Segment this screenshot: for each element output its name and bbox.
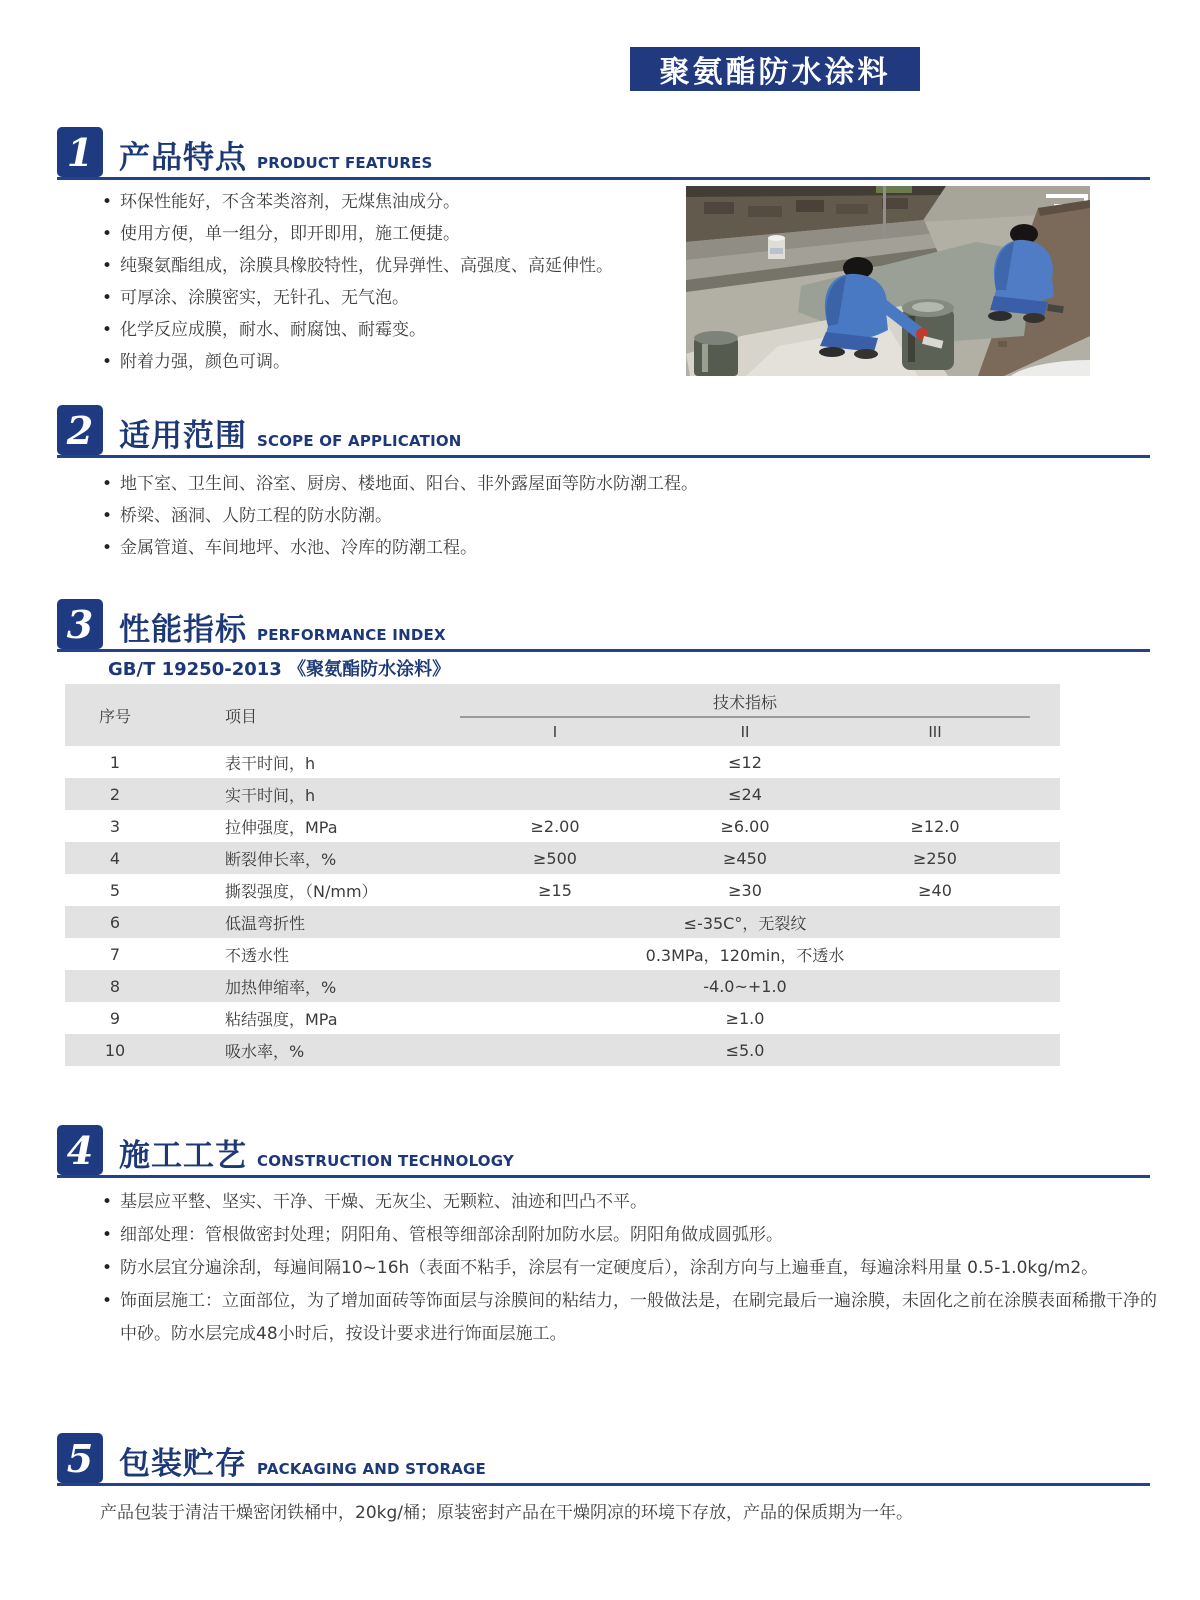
- section3-title: 性能指标: [119, 612, 247, 648]
- bullet-text: 防水层宜分遍涂刮，每遍间隔10~16h（表面不粘手，涂层有一定硬度后），涂刮方向与上遍垂直，每遍涂料用量 0.5-1.0kg/m2。: [120, 1258, 1099, 1278]
- section3-subtitle: PERFORMANCE INDEX: [257, 626, 446, 644]
- cell-value-III: ≥40: [918, 880, 952, 900]
- col-header-III: III: [928, 723, 942, 741]
- section2-subtitle: SCOPE OF APPLICATION: [257, 432, 462, 450]
- table-row: [65, 810, 1060, 842]
- cell-value-span: ≥1.0: [725, 1008, 765, 1028]
- bullet-text: 基层应平整、坚实、干净、干燥、无灰尘、无颗粒、油迹和凹凸不平。: [120, 1192, 647, 1212]
- bullet-text: 桥梁、涵洞、人防工程的防水防潮。: [120, 506, 392, 526]
- section4-header: [57, 1124, 1150, 1178]
- construction-list: [100, 1186, 1158, 1351]
- cell-item: 表干时间，h: [225, 753, 316, 773]
- packaging-text: 产品包装于清洁干燥密闭铁桶中，20kg/桶；原装密封产品在干燥阴凉的环境下存放，产品的保质期为一年。: [100, 1503, 913, 1523]
- bullet-dot: •: [102, 1291, 113, 1311]
- bullet-text: 可厚涂、涂膜密实，无针孔、无气泡。: [120, 288, 409, 308]
- bullet-item: [100, 346, 685, 378]
- section1-number: 1: [57, 127, 103, 177]
- bullet-item: [100, 1219, 1158, 1252]
- photo-pole: [883, 186, 886, 238]
- bullet-item: [100, 468, 1150, 500]
- bullet-dot: •: [102, 506, 113, 526]
- cell-value-span: ≤-35C°，无裂纹: [683, 913, 807, 933]
- performance-table-body: [65, 746, 1060, 1066]
- bullet-dot: •: [102, 1225, 113, 1245]
- col-header-tech: 技术指标: [460, 684, 1030, 718]
- cell-item: 实干时间，h: [225, 785, 316, 805]
- table-row: [65, 906, 1060, 938]
- bullet-text: 地下室、卫生间、浴室、厨房、楼地面、阳台、非外露屋面等防水防潮工程。: [120, 474, 698, 494]
- bullet-text: 环保性能好，不含苯类溶剂，无煤焦油成分。: [120, 192, 460, 212]
- cell-item: 撕裂强度，（N/mm）: [225, 881, 378, 901]
- section1-title: 产品特点: [119, 140, 247, 176]
- performance-table-header: [65, 684, 1060, 746]
- bullet-item: [100, 250, 685, 282]
- cell-value-span: ≤24: [728, 784, 762, 804]
- col-header-I: I: [552, 723, 558, 741]
- section3-number: 3: [57, 599, 103, 649]
- cell-value-III: ≥12.0: [910, 816, 960, 836]
- table-row: [65, 1034, 1060, 1066]
- bullet-dot: •: [102, 1258, 113, 1278]
- section3-header: [57, 598, 1150, 652]
- cell-no: 3: [109, 816, 121, 836]
- section4-title: 施工工艺: [119, 1138, 247, 1174]
- section2-title: 适用范围: [119, 418, 247, 454]
- bullet-item: [100, 1186, 1158, 1219]
- table-row: [65, 778, 1060, 810]
- scope-list: [100, 468, 1150, 564]
- cell-item: 吸水率，%: [225, 1041, 305, 1061]
- photo-barrel-left: [694, 331, 738, 376]
- section2-number: 2: [57, 405, 103, 455]
- section1-header: [57, 126, 1150, 180]
- bullet-dot: •: [102, 352, 113, 372]
- bullet-item: [100, 314, 685, 346]
- bullet-dot: •: [102, 192, 113, 212]
- cell-no: 10: [104, 1040, 126, 1060]
- table-row: [65, 970, 1060, 1002]
- bullet-item: [100, 1252, 1158, 1285]
- cell-item: 不透水性: [225, 945, 290, 965]
- bullet-dot: •: [102, 474, 113, 494]
- cell-no: 9: [109, 1008, 121, 1028]
- bullet-dot: •: [102, 288, 113, 308]
- cell-value-II: ≥6.00: [720, 816, 770, 836]
- bullet-dot: •: [102, 538, 113, 558]
- bullet-text: 饰面层施工：立面部位，为了增加面砖等饰面层与涂膜间的粘结力，一般做法是，在刷完最后一遍涂膜，未固化之前在涂膜表面稀撒干净的中砂。防水层完成48小时后，按设计要求进行饰面层施工。: [120, 1291, 1157, 1344]
- table-row: [65, 938, 1060, 970]
- performance-table: [65, 684, 1060, 1066]
- cell-value-span: 0.3MPa，120min，不透水: [645, 945, 845, 965]
- product-photo: [686, 186, 1090, 376]
- table-row: [65, 1002, 1060, 1034]
- cell-no: 2: [109, 784, 121, 804]
- bullet-item: [100, 1285, 1158, 1351]
- bullet-item: [100, 218, 685, 250]
- table-row: [65, 874, 1060, 906]
- section5-header: [57, 1432, 1150, 1486]
- cell-value-I: ≥15: [538, 880, 572, 900]
- cell-no: 4: [109, 848, 121, 868]
- cell-item: 加热伸缩率，%: [225, 977, 337, 997]
- cell-value-I: ≥2.00: [530, 816, 580, 836]
- section4-subtitle: CONSTRUCTION TECHNOLOGY: [257, 1152, 514, 1170]
- product-features-list: [100, 186, 685, 378]
- cell-value-span: ≤12: [728, 752, 762, 772]
- bullet-dot: •: [102, 224, 113, 244]
- cell-no: 5: [109, 880, 121, 900]
- bullet-text: 附着力强，颜色可调。: [120, 352, 290, 372]
- bullet-dot: •: [102, 320, 113, 340]
- cell-no: 7: [109, 944, 121, 964]
- cell-no: 8: [109, 976, 121, 996]
- bullet-item: [100, 532, 1150, 564]
- section5-number: 5: [57, 1433, 103, 1483]
- cell-value-III: ≥250: [913, 848, 957, 868]
- col-header-II: II: [740, 723, 750, 741]
- section1-subtitle: PRODUCT FEATURES: [257, 154, 433, 172]
- table-row: [65, 746, 1060, 778]
- page-title: 聚氨酯防水涂料: [630, 47, 920, 91]
- bullet-text: 细部处理：管根做密封处理；阴阳角、管根等细部涂刮附加防水层。阴阳角做成圆弧形。: [120, 1225, 783, 1245]
- col-header-item: 项目: [225, 706, 258, 726]
- cell-item: 断裂伸长率，%: [225, 849, 337, 869]
- standard-reference: GB/T 19250-2013 《聚氨酯防水涂料》: [108, 659, 451, 680]
- section4-number: 4: [57, 1125, 103, 1175]
- cell-item: 拉伸强度，MPa: [225, 817, 338, 837]
- cell-value-II: ≥450: [723, 848, 767, 868]
- cell-value-span: -4.0~+1.0: [703, 976, 787, 996]
- section5-title: 包装贮存: [119, 1446, 247, 1482]
- bullet-text: 纯聚氨酯组成，涂膜具橡胶特性，优异弹性、高强度、高延伸性。: [120, 256, 613, 276]
- bullet-text: 化学反应成膜，耐水、耐腐蚀、耐霉变。: [120, 320, 426, 340]
- col-header-no: 序号: [98, 706, 131, 726]
- cell-value-span: ≤5.0: [725, 1040, 765, 1060]
- photo-barrel-center: [902, 299, 954, 370]
- cell-item: 低温弯折性: [225, 913, 306, 933]
- cell-value-II: ≥30: [728, 880, 762, 900]
- bullet-dot: •: [102, 1192, 113, 1212]
- cell-item: 粘结强度，MPa: [225, 1009, 338, 1029]
- cell-value-I: ≥500: [533, 848, 577, 868]
- bullet-dot: •: [102, 256, 113, 276]
- table-row: [65, 842, 1060, 874]
- bullet-item: [100, 500, 1150, 532]
- bullet-item: [100, 282, 685, 314]
- photo-bucket-white: [768, 235, 785, 259]
- cell-no: 1: [109, 752, 121, 772]
- bullet-text: 使用方便，单一组分，即开即用，施工便捷。: [120, 224, 460, 244]
- section2-header: [57, 404, 1150, 458]
- bullet-item: [100, 186, 685, 218]
- section5-subtitle: PACKAGING AND STORAGE: [257, 1460, 486, 1478]
- bullet-text: 金属管道、车间地坪、水池、冷库的防潮工程。: [120, 538, 477, 558]
- cell-no: 6: [109, 912, 121, 932]
